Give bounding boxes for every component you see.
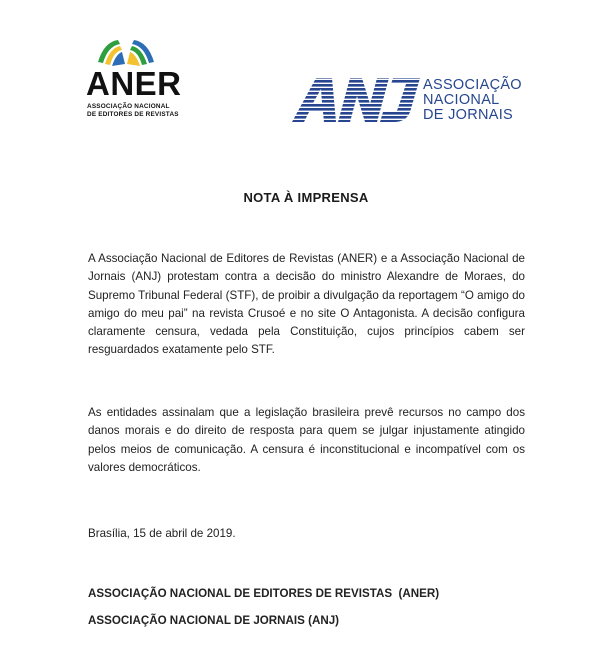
aner-subtitle-line1: ASSOCIAÇÃO NACIONAL: [87, 103, 170, 110]
paragraph-1: A Associação Nacional de Editores de Revistas (ANER) e a Associação Nacional de Jornais (ANJ) protestam contra a decisão do ministro Alexandre de Moraes, do Supremo Tribunal Federal (STF), de proibir a divulgação da reportagem “O amigo do amigo do meu pai” na revista Crusoé e no site O Antagonista. A decisão configura claramente censura, vedada pela Constituição, cujos princípios cabem ser resguardados exatamente pelo STF.: [88, 252, 525, 357]
anj-wordmark-icon: [292, 76, 420, 124]
signature-aner: ASSOCIAÇÃO NACIONAL DE EDITORES DE REVISTAS (ANER): [88, 587, 440, 600]
anj-text-line2: NACIONAL: [423, 92, 500, 108]
aner-subtitle-line2: DE EDITORES DE REVISTAS: [87, 111, 179, 118]
aner-wordmark: ANER: [86, 65, 182, 102]
paragraph-2: As entidades assinalam que a legislação brasileira prevê recursos no campo dos danos morais e do direito de resposta para quem se julgar injustamente atingido pelos meios de comunicação. A censura é inconstitucional e incompatível com os valores democráticos.: [88, 406, 525, 474]
signature-anj: ASSOCIAÇÃO NACIONAL DE JORNAIS (ANJ): [88, 614, 340, 627]
anj-text-line1: ASSOCIAÇÃO: [423, 77, 522, 93]
anj-text-line3: DE JORNAIS: [423, 107, 514, 123]
aner-logo: [86, 36, 186, 126]
date-line: Brasília, 15 de abril de 2019.: [88, 527, 236, 540]
aner-subtitle: [87, 103, 187, 119]
anj-logo: [292, 76, 532, 126]
document-title: NOTA À IMPRENSA: [243, 190, 369, 205]
anj-text: [423, 78, 533, 123]
open-book-icon: [94, 36, 158, 68]
